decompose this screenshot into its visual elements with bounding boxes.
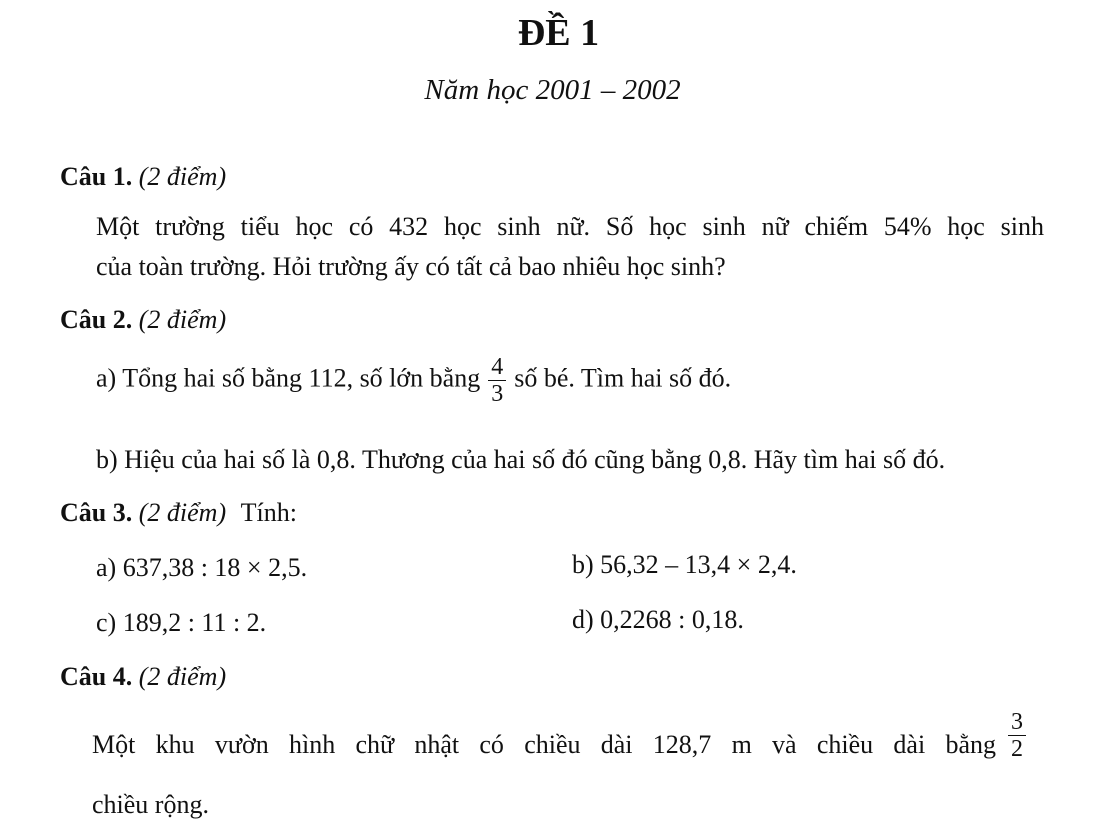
question-4-points: (2 điểm) [138, 662, 227, 691]
question-1-text-line-1: Một trường tiểu học có 432 học sinh nữ. Số học sinh nữ chiếm 54% học sinh [96, 212, 1044, 241]
question-3-points: (2 điểm) [138, 498, 227, 527]
question-4-text-line-2: chiều rộng. [92, 790, 209, 819]
question-4-label: Câu 4. [60, 662, 133, 691]
fraction-3-2 [1008, 709, 1026, 762]
question-4-heading [60, 660, 226, 694]
question-3d-text: d) 0,2268 : 0,18. [572, 605, 744, 634]
question-3a-text: a) 637,38 : 18 × 2,5. [96, 553, 308, 582]
school-year-subtitle: Năm học 2001 – 2002 [424, 74, 681, 106]
question-1-label: Câu 1. [60, 162, 133, 191]
question-2b-text: b) Hiệu của hai số là 0,8. Thương của hai số đó cũng bằng 0,8. Hãy tìm hai số đó. [96, 445, 946, 474]
question-3b-text: b) 56,32 – 13,4 × 2,4. [572, 550, 797, 579]
question-4-text-line-1: Một khu vườn hình chữ nhật có chiều dài 128,7 m và chiều dài bằng [92, 730, 996, 759]
fraction-denominator: 3 [491, 381, 504, 407]
question-2-heading [60, 303, 226, 337]
question-3c-text: c) 189,2 : 11 : 2. [96, 608, 267, 637]
question-3-task: Tính: [240, 498, 297, 527]
question-2-label: Câu 2. [60, 305, 133, 334]
fraction-4-3 [488, 354, 506, 407]
question-1-points: (2 điểm) [138, 162, 227, 191]
question-2a-text [96, 354, 731, 407]
fraction-denominator: 2 [1011, 736, 1023, 762]
fraction-numerator: 3 [1008, 709, 1026, 736]
fraction-numerator: 4 [488, 354, 506, 381]
question-2-points: (2 điểm) [138, 305, 227, 334]
question-3-label: Câu 3. [60, 498, 133, 527]
question-1-text-line-2: của toàn trường. Hỏi trường ấy có tất cả bao nhiêu học sinh? [96, 252, 726, 281]
question-2a-text-after: số bé. Tìm hai số đó. [514, 363, 732, 393]
question-3-heading [60, 496, 297, 530]
question-2a-text-before: a) Tổng hai số bằng 112, số lớn bằng [96, 363, 481, 393]
page-title: ĐỀ 1 [517, 12, 600, 54]
question-1-heading [60, 160, 226, 194]
